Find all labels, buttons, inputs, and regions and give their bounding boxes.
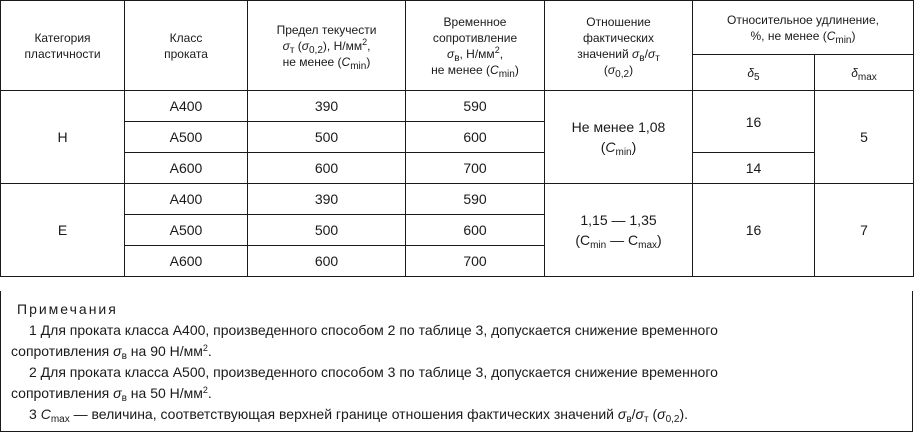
table-row	[1, 184, 914, 215]
table-row	[1, 153, 914, 184]
strength-cell: 600	[406, 122, 545, 153]
note-1-line-1: 1 Для проката класса А400, произведенного способом 2 по таблице 3, допускается снижение временного	[29, 322, 718, 338]
class-cell: А400	[125, 91, 248, 122]
ratio-cell: Не менее 1,08 $(C_{min})$	[545, 91, 693, 184]
category-cell: Н	[1, 91, 125, 184]
strength-cell: 700	[406, 153, 545, 184]
strength-cell: 700	[406, 246, 545, 277]
class-cell: А500	[125, 122, 248, 153]
delta5-cell: 14	[693, 153, 815, 184]
note-3: 3 $C_{max}$ — величина, соответствующая верхней границе отношения фактических значений $\sigma_в/\sigma_т$ $(\sigma_{0,2})$.	[29, 406, 689, 425]
header-elongation: Относительное удлинение, %, не менее $(C_{min})$	[693, 1, 914, 55]
note-2-line-2: сопротивления $\sigma_в$ на 50 $Н/мм^2$.	[11, 385, 212, 404]
header-rolled-class: Класс проката	[125, 1, 248, 91]
strength-cell: 590	[406, 184, 545, 215]
yield-cell: 600	[248, 246, 406, 277]
delta5-cell: 16	[693, 184, 815, 277]
strength-cell: 590	[406, 91, 545, 122]
header-yield-strength: Предел текучести $\sigma_т$ $(\sigma_{0,2})$, $Н/мм^2$, не менее $(C_{min})$	[248, 1, 406, 91]
yield-cell: 500	[248, 215, 406, 246]
yield-cell: 500	[248, 122, 406, 153]
yield-cell: 600	[248, 153, 406, 184]
note-2-line-1: 2 Для проката класса А500, произведенного способом 3 по таблице 3, допускается снижение временного	[29, 364, 718, 380]
class-cell: А600	[125, 153, 248, 184]
header-deltamax: $\delta_{max}$	[815, 55, 914, 91]
header-tensile-strength: Временное сопротивление $\sigma_в$, $Н/мм^2$, не менее $(C_{min})$	[406, 1, 545, 91]
deltamax-cell: 7	[815, 184, 914, 277]
notes-title: Примечания	[17, 301, 118, 317]
yield-cell: 390	[248, 184, 406, 215]
ratio-cell: 1,15 — 1,35 ($C_{min}$ — $C_{max}$)	[545, 184, 693, 277]
category-cell: Е	[1, 184, 125, 277]
strength-cell: 600	[406, 215, 545, 246]
note-1-line-2: сопротивления $\sigma_в$ на 90 $Н/мм^2$.	[11, 343, 212, 362]
delta5-cell: 16	[693, 91, 815, 153]
yield-cell: 390	[248, 91, 406, 122]
notes-section	[0, 291, 913, 432]
class-cell: А500	[125, 215, 248, 246]
class-cell: А400	[125, 184, 248, 215]
header-ratio: Отношение фактических значений $\sigma_в/\sigma_т$ $(\sigma_{0,2})$	[545, 1, 693, 91]
class-cell: А600	[125, 246, 248, 277]
header-delta5: $\delta_5$	[693, 55, 815, 91]
table-row	[1, 91, 914, 122]
header-ductility-category: Категория пластичности	[1, 1, 125, 91]
deltamax-cell: 5	[815, 91, 914, 184]
